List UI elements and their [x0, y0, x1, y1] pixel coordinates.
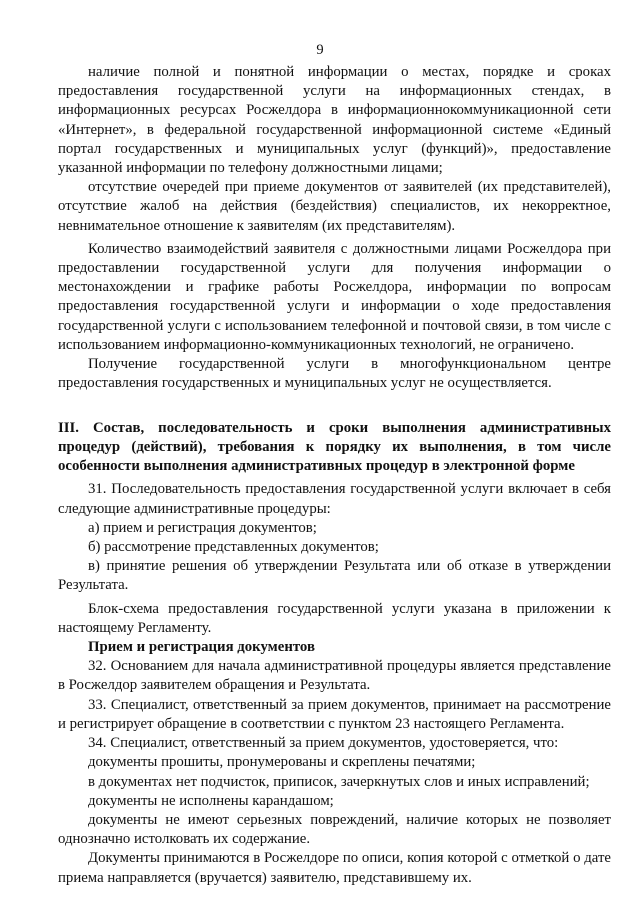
- paragraph: Документы принимаются в Росжелдоре по описи, копия которой с отметкой о дате приема направляется (вручается) заявителю, представившему их.: [58, 850, 611, 886]
- list-item: документы не имеют серьезных повреждений, наличие которых не позволяет однозначно истолковать их содержание.: [58, 811, 611, 848]
- list-item: документы прошиты, пронумерованы и скреплены печатями;: [88, 754, 476, 771]
- list-item: в документах нет подчисток, приписок, зачеркнутых слов и иных исправлений;: [88, 773, 590, 790]
- document-body: [58, 63, 611, 888]
- paragraph: 34. Специалист, ответственный за прием документов, удостоверяется, что:: [88, 735, 559, 752]
- paragraph: 33. Специалист, ответственный за прием документов, принимает на рассмотрение и регистрирует обращение в соответствии с пунктом 23 настоящего Регламента.: [58, 696, 611, 732]
- list-item: б) рассмотрение представленных документов;: [88, 539, 379, 556]
- paragraph: наличие полной и понятной информации о местах, порядке и сроках предоставления государственной услуги на информационных стендах, в информационных ресурсах Росжелдора в информационнокоммуникационной сети «Интернет», в федеральной государственной информационной системе «Единый портал государственных и муниципальных услуг (функций)», предоставление указанной информации по телефону должностными лицами;: [58, 64, 611, 177]
- paragraph: Количество взаимодействий заявителя с должностными лицами Росжелдора при предоставлении государственной услуги для получения информации о местонахождении и графике работы Росжелдора, информации по вопросам предоставления государственной услуги и информации о ходе предоставления государственной услуги с использованием телефонной и почтовой связи, в том числе с использованием информационно-коммуникационных технологий, не ограничено.: [58, 240, 611, 353]
- subsection-heading: Прием и регистрация документов: [88, 639, 315, 656]
- list-item: в) принятие решения об утверждении Результата или об отказе в утверждении Результата.: [58, 558, 611, 594]
- paragraph: Получение государственной услуги в многофункциональном центре предоставления государственных и муниципальных услуг не осуществляется.: [58, 356, 611, 392]
- paragraph: отсутствие очередей при приеме документов от заявителей (их представителей), отсутствие жалоб на действия (бездействия) специалистов, их некорректное, невнимательное отношение к заявителям (их представителям).: [58, 179, 611, 234]
- paragraph: Блок-схема предоставления государственной услуги указана в приложении к настоящему Регламенту.: [58, 600, 611, 636]
- list-item: документы не исполнены карандашом;: [88, 792, 334, 809]
- list-item: а) прием и регистрация документов;: [88, 519, 317, 536]
- page-number: 9: [316, 42, 324, 58]
- paragraph: 31. Последовательность предоставления государственной услуги включает в себя следующие административные процедуры:: [58, 481, 611, 517]
- section-heading: III. Состав, последовательность и сроки выполнения административных процедур (действий), требования к порядку их выполнения, в том числе особенности выполнения административных процедур в электронной форме: [58, 420, 611, 475]
- paragraph: 32. Основанием для начала административной процедуры является представление в Росжелдор заявителем обращения и Результата.: [58, 658, 611, 694]
